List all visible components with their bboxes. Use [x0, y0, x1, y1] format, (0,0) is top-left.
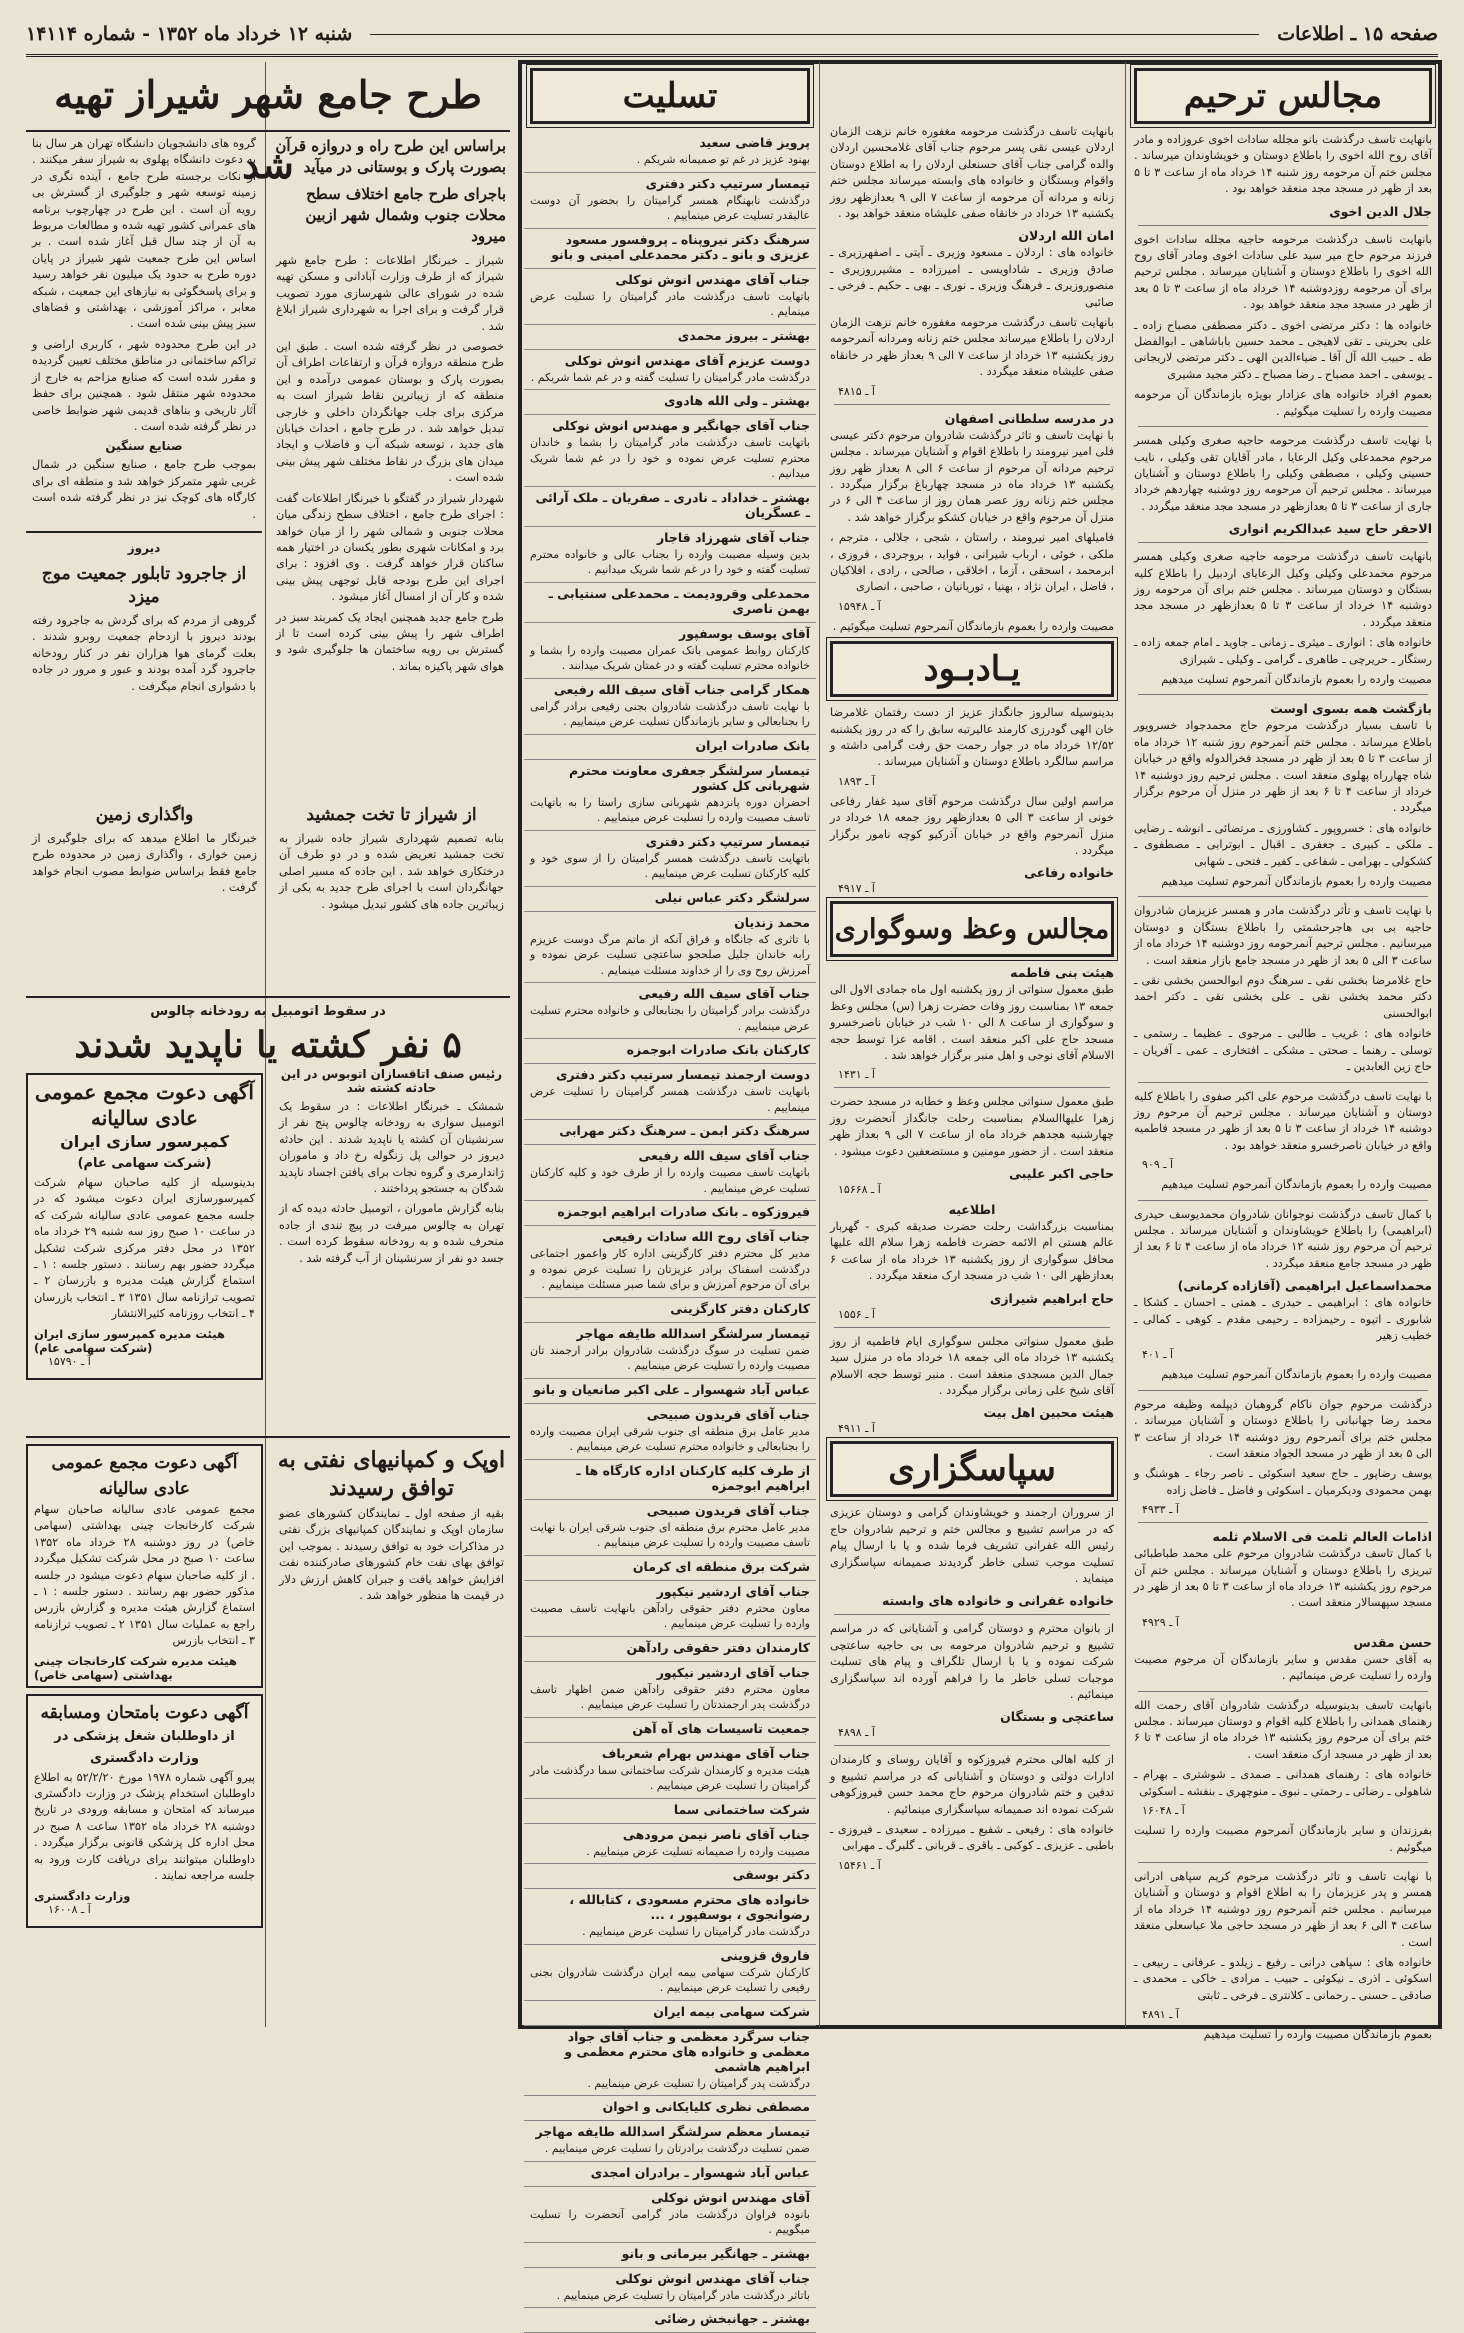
notice-signature: جلال الدین اخوی [1329, 203, 1432, 219]
notice-text: بعموم بازماندگان مصیبت وارده را تسلیت میدهیم [1203, 2028, 1432, 2042]
condolence-item [524, 390, 816, 415]
notice-text: مصیبت وارده را بعموم بازماندگان آنمرحوم تسلیت میدهیم [1161, 1178, 1432, 1192]
notice-families: خانواده های : رفیعی ـ شفیع ـ میرزاده ـ سعیدی ـ فیروزی ـ باطبی ـ عزیزی ـ کوکبی ـ باقری ـ قربانی ـ گلبرگ ـ مهرابی [830, 1823, 1114, 1853]
ad-code: آ ـ ۴۸۹۱ [1142, 2008, 1179, 2022]
condolence-name: تیمسار سرتیپ دکتر دفتری [645, 175, 810, 191]
condolence-item [524, 1120, 816, 1145]
condolence-item [524, 325, 816, 350]
ad-code: آ ـ ۴۹۲۹ [1142, 1615, 1179, 1629]
notice-text: با نهایت تاسف و تأثر درگذشت مادر و همسر عزیزمان شادروان حاجیه بی بی هاجرحشمتی را باطلاع بستگان و دوستان میرسانیم . مجلس ترحیم آنمرحومه روز دوشنبه ۱۴ خرداد ماه از ساعت ۳ الی ۵ بعد از ظهر در مسجد جامع بازار منعقد است . [1134, 904, 1432, 967]
notice-signature: خانواده غفرانی و خانواده های وابسته [881, 1593, 1114, 1609]
condolence-name: دوست عزیزم آقای مهندس انوش نوکلی [564, 352, 810, 368]
column-memorials-2 [824, 62, 1120, 2027]
notice-families: خانواده های : غریب ـ طالبی ـ مرجوی ـ عظیما ـ رستمی ـ توسلی ـ رهنما ـ صحتی ـ مشکی ـ افتخاری ـ عمی ـ آفریان ـ حاج زین العابدین ـ [1134, 1027, 1432, 1074]
notice-text: بانهایت تاسف درگذشت بانو مجلله سادات اخوی عروزاده و مادر آقای روح الله اخوی را باطلاع دوستان و خویشاوندان میرساند . مجلس ختم آن مرحومه روز شنبه ۱۴ خرداد ماه از ساعت ۳ تا ۵ بعد از ظهر در مسجد مجد منعقد خواهد بود . [1134, 133, 1432, 196]
condolence-name: شرکت سهامی بیمه ایران [653, 2003, 810, 2019]
notice-heading: در مدرسه سلطانی اصفهان [944, 410, 1114, 426]
condolence-item [524, 1145, 816, 1201]
condolence-item [524, 2308, 816, 2333]
news-text: طرح جامع جدید همچنین ایجاد یک کمربند سبز در اطراف شهر را پیش بینی کرده است تا از گسترش بی رویه ساختمان ها جلوگیری شود و هوای شهر پاکیزه بماند . [276, 610, 504, 673]
notice-families: حاج غلامرضا بخشی نقی ـ سرهنگ دوم ابوالحسن بخشی نقی ـ دکتر محمد بخشی نقی ـ علی بخشی نقی ـ دکتر احمد ابوالحسنی [1134, 974, 1432, 1020]
notice-families: خانواده های : اردلان ـ مسعود وزیری ـ آیتی ـ اصفهرزیری ـ صادق وزیری ـ شاداویسی ـ امیرزاده ـ مشیرروزیری ـ منصوروزیری ـ فرهنگ وزیری ـ نوری ـ بهی ـ حکیم ـ فرخی ـ صائبی [830, 246, 1114, 309]
news-headline-chalus: ۵ نفر کشته یا ناپدید شدند [74, 1024, 462, 1066]
condolence-name: خانواده های محترم مسعودی ، کتابالله ، رضوانجوی ، بوسفپور ، ... [569, 1892, 810, 1922]
news-headline-opec: اوپک و کمپانیهای نفتی به توافق رسیدند [277, 1447, 506, 1501]
condolence-text: ضمن تسلیت در سوگ درگذشت شادروان برادر ارجمند تان مصیبت وارده را تسلیت عرض مینماییم . [530, 1343, 810, 1372]
news-text: شمشک ـ خبرنگار اطلاعات : در سقوط یک اتومبیل سواری به رودخانه چالوس پنج نفر از سرنشینان آن کشته یا ناپدید شدند . این حادثه دیروز در حوالی پل زنگوله رخ داد و ماموران ژاندارمری و گروه نجات برای یافتن اجساد ناپدید شدگان به جستجو پرداختند . [279, 1100, 504, 1196]
notice-text: مصیبت وارده را بعموم بازماندگان آنمرحوم تسلیت میدهیم [1161, 1368, 1432, 1382]
condolence-text: با تاثری که جانگاه و فراق آنکه از ماتم مرگ دوست عزیزم رابه خاندان جلیل صلحجو ساعتچی تسلیت عرض نموده و آمرزش روح وی را از خداوند مسئلت مینمایم . [530, 932, 810, 977]
ad-box-compressor [26, 1073, 263, 1380]
ad-code: آ ـ ۴۹۱۷ [838, 882, 875, 896]
page-label: صفحه ۱۵ ـ اطلاعات [1277, 23, 1438, 45]
condolence-name: سرلشگر دکتر عباس نیلی [654, 889, 810, 905]
section-heading-tasliyat: تسلیت [530, 68, 810, 124]
notice-families: یوسف رضاپور ـ حاج سعید اسکوئی ـ ناصر رجاء ـ هوشنگ و بهمن محمودی ودیکرمیان ـ اسکوئی و فاضل ـ فاضل زاده [1134, 1467, 1432, 1497]
condolence-item [524, 1226, 816, 1298]
notice-divider [1138, 694, 1428, 695]
notice-heading: اطلاعیه [948, 1202, 996, 1218]
condolence-item [524, 1404, 816, 1460]
notice-text: بانهایت تاسف درگذشت مرحومه مغفوره خانم نزهت الزمان اردلان عیسی نقی پسر مرحوم جناب آقای غلامحسین اردلان والده گرامی جناب آقای حسنعلی اردلان را به اطلاع دوستان واقوام وبستگان و خانواده های وابسته میرساند مجلس ختم زنانه و مردانه آن مرحومه از ساعت ۷ الی ۹ بعدازظهر روز یکشنبه ۱۳ خرداد در خانقاه صفی علیشاه منعقد خواهد بود . [830, 125, 1114, 221]
condolence-name: تیمسار سرتیپ دکتر دفتری [645, 833, 810, 849]
news-headline: از جاجرود تابلور جمعیت موج میزد [41, 563, 247, 607]
notice-divider [1138, 225, 1428, 226]
condolence-list [524, 132, 816, 2333]
news-ad1 [26, 1067, 263, 1386]
condolence-item [524, 983, 816, 1039]
masthead [26, 14, 1438, 57]
headline-bullet: باجرای طرح جامع اختلاف سطح محلات جنوب وشمال شهر ازبین میرود [305, 185, 506, 245]
condolence-text: هیئت مدیره و کارمندان شرکت ساختمانی سما درگذشت مادر گرامیتان را تسلیت عرض مینماییم . [530, 1763, 810, 1792]
condolence-name: بهشتر ـ خداداد ـ نادری ـ صفریان ـ ملک آرائی ـ عسگریان [535, 489, 810, 520]
news-text: بموجب طرح جامع ، صنایع سنگین در شمال غربی شهر متمرکز خواهد شد و منطقه ای برای کارگاه های کوچک نیز در نظر گرفته شده است . [32, 458, 256, 521]
ad-code: آ ـ ۴۹۱۱ [838, 1422, 875, 1436]
condolence-item [524, 1824, 816, 1865]
condolence-item [524, 2096, 816, 2121]
condolence-text: مدیر عامل برق منطقه ای جنوب شرقی ایران مصیبت وارده را بجنابعالی و خانواده محترم تسلیت عرض مینماییم . [530, 1424, 810, 1453]
news-text: گروهی از مردم که برای گردش به جاجرود رفته بودند دیروز با ازدحام جمعیت روبرو شدند . بعلت گرمای هوا هزاران نفر در کنار رودخانه جاجرود گرد آمده بودند و عبور و مرور در جاده با دشواری انجام میگرفت . [32, 613, 256, 693]
notice-text: مصیبت وارده را بعموم بازماندگان آنمرحوم تسلیت میدهیم [1161, 672, 1432, 686]
condolence-item [524, 2187, 816, 2243]
condolence-name: تیمسار معظم سرلشگر اسدالله طایفه مهاجر [535, 2124, 810, 2139]
condolence-name: عباس آباد شهسوار ـ علی اکبر صانعیان و بانو [533, 1381, 810, 1397]
notice-divider [1138, 426, 1428, 427]
ad-code: آ ـ ۱۵۹۴۸ [838, 599, 881, 613]
condolence-item [524, 735, 816, 760]
main-headline: طرح جامع شهر شیراز تهیه شد [26, 60, 510, 132]
condolence-item [524, 1064, 816, 1120]
condolence-text: با نهایت تاسف درگذشت شادروان بجنی رفیعی برادر گرامی را بجنابعالی و سایر بازماندگان تسلیت عرض مینماییم . [530, 699, 810, 728]
condolence-item [524, 350, 816, 391]
news-text: خبرنگار ما اطلاع میدهد که برای جلوگیری از زمین خواری ، واگذاری زمین در محدوده طرح جامع فقط براساس ضوابط مصوب انجام خواهد گرفت . [32, 832, 257, 895]
notice-text: بانهایت تاسف بدینوسیله درگذشت شادروان آقای رحمت الله رهنمای همدانی را باطلاع کلیه اقوام و دوستان میرساند . مجلس ختم برای آن مرحوم روز یکشنبه ۱۳ خرداد ماه از ساعت ۴ تا ۶ بعد از ظهر در مسجد ارک منعقد است . [1134, 1698, 1432, 1761]
ad-box-exam [26, 1694, 263, 1928]
notice-text: طبق معمول سنواتی از روز یکشنبه اول ماه جمادی الاول الی جمعه ۱۳ بمناسبت روز وفات حضرت زهرا (س) مجلس وعظ و سوگواری از ساعت ۸ الی ۱۰ شب در خیابان ناصرخسرو مسجد حاج علی اکبر منعقد است . اقامه عزا توسط حجه الاسلام آقای نوحی و اهل منبر برگزار خواهد شد . [830, 983, 1114, 1063]
condolence-name: جناب آقای فریدون صبیحی [646, 1406, 810, 1422]
condolence-name: محمدعلی وقرودیمت ـ محمدعلی سنتیابی ـ بهمن ناصری [548, 585, 810, 616]
notice-families: خانواده های : ابراهیمی ـ حیدری ـ همتی ـ احسان ـ کشکا ـ شابوری ـ اتیوه ـ رحیمزاده ـ رحیمی مقدم ـ کوهی ـ کمالی ـ خطیب زهیر [1134, 1296, 1432, 1342]
ad-subtitle: از داوطلبان شغل پزشکی در وزارت دادگستری [54, 1728, 235, 1766]
notice-divider [1138, 1862, 1428, 1863]
condolence-name: جناب آقای مهندس انوش نوکلی [615, 271, 810, 287]
notice-text: بفرزندان و سایر بازماندگان آنمرحوم مصیبت وارده را تسلیت میگوئیم . [1134, 1824, 1432, 1854]
ad-subtitle: کمپرسور سازی ایران [60, 1132, 229, 1151]
notice-text: بانهایت تاسف درگذشت مرحومه حاجیه مجلله سادات اخوی فرزند مرحوم حاج میر سید علی سادات اخوی ومادر آقای روح الله اخوی را باطلاع دوستان و آشنایان میرساند . مجلس ترحیم برای آن مرحومه روزدوشنبه ۱۴ خرداد ماه از ساعت ۳ تا ۵ بعد از ظهر در مسجد مجد منعقد خواهد بود . [1134, 232, 1432, 312]
condolence-name: سرهنگ دکتر ابمن ـ سرهنگ دکتر مهرابی [559, 1123, 810, 1138]
condolence-name: جناب آقای جهانگیر و مهندس انوش نوکلی [552, 418, 810, 433]
condolence-text: درگذشت برادر گرامیتان را بجنابعالی و خانواده محترم تسلیت عرض مینماییم . [530, 1004, 810, 1033]
section-heading-majales-tarhim: مجالس ترحیم [1134, 68, 1432, 124]
issue-date: شنبه ۱۲ خرداد ماه ۱۳۵۲ - شماره ۱۴۱۱۴ [26, 23, 353, 45]
condolence-item [524, 2001, 816, 2026]
condolence-name: جناب آقای سیف الله رفیعی [638, 986, 810, 1001]
condolence-name: جناب آقای ناصر نیمن مرودهی [622, 1826, 810, 1842]
notice-families: خانواده های : انواری ـ میثری ـ زمانی ـ جاوید ـ امام جمعه زاده ـ رستگار ـ حریرچی ـ طاهری ـ گرامی ـ وکیلی ـ شیرازی [1134, 636, 1432, 666]
notice-text: درگذشت مرحوم جوان ناکام گروهبان دیپلمه وظیفه مرحوم محمد رضا جهانبانی را باطلاع دوستان و آشنایان میرساند . مجلس ختم برای آنمرحوم روز دوشنبه ۱۴ خرداد از ساعت ۳ الی ۵ بعد از ظهر در مسجد الجواد منعقد است . [1134, 1397, 1432, 1460]
condolence-text: باتهایت تاسف درگذشت مادر گرامیتان را تسلیت عرض مینمایم . [530, 289, 810, 318]
condolence-text: مدیر عامل محترم برق منطقه ای جنوب شرقی ایران با نهایت تاسف مصیبت وارده را تسلیت عرض مینماییم . [530, 1520, 810, 1549]
condolence-text: ضمن تسلیت درگذشت برادرتان را تسلیت عرض مینماییم . [544, 2142, 810, 2155]
condolence-text: باتاثر درگذشت مادر گرامیتان را تسلیت عرض مینماییم . [556, 2288, 810, 2302]
notice-signature: خانواده رفاعی [1024, 865, 1114, 881]
ad-title: آگهی دعوت مجمع عمومی عادی سالیانه [51, 1453, 238, 1499]
masthead-rule [370, 34, 1259, 35]
condolence-name: جناب آقای مهندس انوش نوکلی [615, 2270, 810, 2286]
condolence-name: محمد زندیان [734, 914, 810, 930]
notice-divider [1138, 542, 1428, 543]
condolence-text: بانوده فراوان درگذشت مادر گرامی آنحضرت را تسلیت میگوییم . [530, 2207, 810, 2236]
news-shiraz-road [273, 796, 510, 917]
notice-text: طبق معمول سنواتی مجلس وعظ و خطابه در مسجد حضرت زهرا علیهاالسلام بمناسبت رحلت جانگداز آنحضرت روز چهارشنبه هجدهم خرداد ماه از ساعت ۷ الی ۹ بعداز ظهر منعقد است . از حضور مومنین و مستضعفین دعوت میشود . [830, 1095, 1115, 1158]
condolence-item [524, 2243, 816, 2268]
notice-text: با کمال تاسف درگذشت نوجوانان شادروان محمدیوسف حیدری (ابراهیمی) را باطلاع خویشاوندان و آشنایان میرساند . مجلس ترحیم آن مرحوم روز شنبه ۱۲ خرداد ماه از ساعت ۴ تا ۶ بعد از ظهر در مسجد جامع منعقد میگردد . [1134, 1207, 1432, 1270]
notice-signature: ساعتچی و بستگان [1000, 1709, 1114, 1725]
condolence-name: بهشتر ـ جهانگیر بیرمانی و بانو [621, 2245, 810, 2261]
condolence-text: بدین وسیله مصیبت وارده را بجناب عالی و خانواده محترم تسلیت گفته و خود را در غم شما شریک میدانیم . [530, 547, 810, 576]
ad-code: آ ـ ۴۸۱۵ [838, 384, 875, 398]
news-text: بنابه تصمیم شهرداری شیراز جاده شیراز به تخت جمشید تعریض شده و در دو طرف آن درختکاری خواهد شد . این جاده که مسیر اصلی جهانگردان است با اجرای طرح جدید به یکی از زیباترین جاده های کشور تبدیل میشود . [279, 832, 504, 911]
condolence-name: فیروزکوه ـ بانک صادرات ابراهیم ابوجمزه [557, 1204, 810, 1219]
condolence-name: دکتر بوسفی [732, 1867, 810, 1882]
condolence-item [524, 831, 816, 887]
news-chalus-left [273, 1067, 510, 1386]
notice-text: با تاسف بسیار درگذشت مرحوم حاج محمدجواد خسروپور باطلاع میرساند . مجلس ختم آنمرحوم روز شنبه ۱۲ خرداد ماه از ساعت ۳ تا ۵ بعد از ظهر در مسجد فخرالدوله واقع در خیابان شاه چهارراه پهلوی منعقد است . مجلس ترحیم روز دوشنبه ۱۴ خرداد از ساعت ۴ تا ۶ بعد از ظهر در منزل آن مرحوم برگزار میگردد . [1134, 719, 1433, 815]
condolence-item [524, 679, 816, 735]
condolence-item [524, 887, 816, 912]
ad-code: آ ـ ۴۰۱ [1142, 1348, 1174, 1362]
notice-text: مصیبت وارده را بعموم بازماندگان آنمرحوم تسلیت میدهیم [1161, 875, 1432, 889]
notice-text: با کمال تاسف درگذشت شادروان مرحوم علی محمد طباطبائی تبریزی را باطلاع دوستان و آشنایان میرساند . مجلس ختم آن مرحوم روز یکشنبه ۱۳ خرداد ماه از ساعت ۳ تا ۵ بعد از ظهر در مسجد سپهسالار منعقد است . [1134, 1547, 1432, 1610]
condolence-name: بهشتر ـ جهانبخش رضائی [654, 2311, 810, 2326]
news-ads-bottom [26, 1438, 263, 1934]
condolence-item [524, 1039, 816, 1064]
condolence-item [524, 2026, 816, 2097]
condolence-name: بهشتر ـ ولی الله هادوی [664, 393, 810, 408]
condolence-item [524, 1889, 816, 1945]
notice-divider [1138, 896, 1428, 897]
notice-divider [834, 1327, 1110, 1328]
notice-heading: اذامات العالم ثلمت فی الاسلام ثلمه [1212, 1529, 1432, 1545]
notice-divider [834, 404, 1110, 405]
section-heading-sepasgozari: سپاسگزاری [830, 1441, 1114, 1497]
condolence-text: معاون محترم دفتر حقوقی رادآهن بانهایت تاسف مصیبت وارده را تسلیت عرض مینماییم . [530, 1601, 810, 1630]
condolence-text: درگذشت مادر گرامیتان را تسلیت عرض مینماییم . [582, 1925, 810, 1938]
condolence-item [524, 487, 816, 527]
ad-text: بدینوسیله از کلیه صاحبان سهام شرکت کمپرسورسازی ایران دعوت میشود که در جلسه مجمع عمومی عادی سالیانه شرکت که در ساعت ۱۰ صبح روز سه شنبه ۲۹ خرداد ماه ۱۳۵۲ در محل دفتر مرکزی شرکت تشکیل میگردد حضور بهم رسانند . دستور جلسه : ۱ ـ استماع گزارش هیئت مدیره و بازرسان ۲ ـ تصویب ترازنامه سال ۱۳۵۱ ۳ ـ انتخاب بازرسان ۴ ـ انتخاب روزنامه کثیرالانتشار [34, 1176, 255, 1321]
notice-text: با نهایت تاسف و تاثر درگذشت شادروان مرحوم دکتر عیسی فلی امیر نیرومند را باطلاع اقوام و آشنایان میرساند . مجلس ترحیم مردانه آن مرحوم از ساعت ۶ الی ۸ بعداز ظهر روز یکشنبه ۱۳ خرداد ماه در مسجد چهارباغ برگزار میگردد . مجلس ختم زنانه روز عصر همان روز از ساعت ۴ الی ۶ در منزل آن مرحوم واقع در خیابان کشکو برگزار خواهد شد . [830, 428, 1114, 524]
condolence-name: جناب آقای فریدون صبیحی [646, 1502, 810, 1518]
condolence-item [524, 132, 816, 173]
notice-heading: بازگشت همه بسوی اوست [1270, 701, 1432, 717]
news-block-shiraz [26, 796, 510, 996]
notice-text: بانهایت تاسف درگذشت مرحومه مغفوره خانم نزهت الزمان اردلان را باطلاع میرساند مجلس ختم زنانه ومردانه آنمرحومه روز یکشنبه ۱۳ خرداد از ساعت ۷ الی ۹ بعداز ظهر در خانقاه صفی علیشاه منعقد میگردد . [830, 316, 1115, 379]
news-block-bottom [26, 1436, 510, 2028]
notice-divider [1138, 1522, 1428, 1523]
notice-text: از سروران ارجمند و خویشاوندان گرامی و دوستان عزیزی که در مراسم تشییع و مجالس ختم و ترحیم شادروان حاج رئیس الله غفرانی تشریف فرما شده و یا با ارسال پیام تسلیت موجب تسلی خاطر گردیدند صمیمانه سپاسگزاری مینماید . [830, 1506, 1114, 1585]
notice-signature: هیئت محبین اهل بیت [983, 1405, 1114, 1421]
condolence-text: باتهایت تاسف درگذشت مادر گرامیتان را بشما و خاندان محترم تسلیت عرض نموده و خود را در غم شما شریک میدانیم . [530, 436, 810, 480]
condolence-name: سرهنگ دکتر نیروپناه ـ پروفسور مسعود عزیزی و بانو ـ دکتر محمدعلی امینی و بانو [551, 231, 810, 262]
news-headline: واگذاری زمین [95, 805, 194, 825]
notice-divider [1138, 1200, 1428, 1201]
notice-text: بانهایت تاسف درگذشت مرحومه حاجیه صغری وکیلی همسر مرحوم محمدعلی وکیلی وکیل الرعایای اردبیل را باطلاع کلیه بستگان و دوستان میرساند . مجلس ختم برای آن مرحومه روز دوشنبه ۱۴ خرداد از ساعت ۳ تا ۵ بعدازظهر در مسجد مجد منعقد میگردد . [1134, 550, 1432, 629]
notice-text: مصیبت وارده را بعموم بازماندگان آنمرحوم تسلیت میگوئیم . [832, 619, 1114, 633]
ad-code: آ ـ ۱۸۹۳ [838, 774, 875, 788]
news-opec [273, 1438, 510, 1934]
news-text: خصوصی در نظر گرفته شده است . طبق این طرح منطقه دروازه قرآن و ارتفاعات اطراف آن بصورت پارک و بوستان عمومی درآمده و این منطقه که از زیباترین نقاط شیراز است به مرکزی برای جلب جهانگردان داخلی و خارجی تبدیل خواهد شد . در طرح جامع ، احداث خیابان های جدید ، توسعه شبکه آب و فاضلاب و ایجاد میدان های بزرگ در نقاط مختلف شهر پیش بینی شده است . [276, 340, 504, 485]
ad-text: مجمع عمومی عادی سالیانه صاحبان سهام شرکت کارخانجات چینی بهداشتی (سهامی خاص) در روز دوشنبه ۲۸ خرداد ماه ۱۳۵۲ ساعت ۱۰ صبح در محل شرکت تشکیل میگردد . از کلیه صاحبان سهام دعوت میشود در جلسه مذکور حضور بهم رسانند . دستور جلسه : ۱ ـ استماع گزارش هیئت مدیره و گزارش بازرس راجع به عملیات سال ۱۳۵۱ ۲ ـ تصویب ترازنامه ۳ ـ انتخاب بازرس [34, 1503, 255, 1648]
condolence-name: کارمندان دفتر حقوقی رادآهن [626, 1639, 810, 1655]
ad-subtitle: (شرکت سهامی عام) [77, 1156, 212, 1171]
condolence-item [524, 173, 816, 229]
condolence-text: کارکنان روابط عمومی بانک عمران مصیبت وارده را بشما و خانواده محترم تسلیت گفته و در غمتان شریک میدانند . [530, 643, 810, 672]
notice-divider [834, 1614, 1110, 1615]
condolence-text: بانهایت تاسف درگذشت همسر گرامیتان را تسلیت عرض مینماییم . [530, 1085, 810, 1114]
column-condolences [524, 62, 816, 2326]
ad-box-china [26, 1444, 263, 1688]
notice-signature: الاحقر حاج سید عبدالکریم انواری [1228, 521, 1432, 537]
ad-code: آ ـ ۱۵۴۶۱ [838, 1858, 881, 1872]
condolence-name: عباس آباد شهسوار ـ برادران امجدی [590, 2164, 810, 2180]
condolence-name: آقای یوسف بوسفپور [679, 625, 810, 641]
condolence-name: جناب آقای اردشیر نیکپور [656, 1583, 810, 1599]
condolence-item [524, 269, 816, 325]
condolence-name: کارکنان بانک صادرات ابوجمزه [626, 1042, 810, 1057]
notice-text: بعموم افراد خانواده های عزادار بویژه بازماندگان آن مرحومه مصیبت وارده را تسلیت میگوئیم . [1134, 388, 1432, 418]
condolence-name: فاروق قزوینی [720, 1947, 810, 1963]
notice-text: از بانوان محترم و دوستان گرامی و آشنایانی که در مراسم تشییع و ترحیم شادروان مرحومه بی بی حاجیه ساعتچی شرکت نموده و یا با ارسال تلگراف و پیام های تسلیت موجبات تسلی خاطر ما را فراهم آورده اند سپاسگزاری مینمائیم . [830, 1622, 1114, 1701]
condolence-text: مدیر کل محترم دفتر کارگزینی اداره کار واعمور اجتماعی درگذشت اسفناک برادر عزیزتان را تسلیت عرض نموده و برای آن مرحوم آمرزش و برای شما صبر مسئلت مینماییم . [530, 1247, 810, 1291]
condolence-name: همکار گرامی جناب آقای سیف الله رفیعی [553, 681, 810, 697]
news-headline: از شیراز تا تخت جمشید [306, 805, 477, 825]
condolence-name: کارکنان دفتر کارگزینی [670, 1300, 810, 1316]
condolence-text: معاون محترم دفتر حقوقی رادآهن ضمن اظهار تاسف درگذشت پدر ارجمندتان را تسلیت عرض مینماییم . [530, 1682, 810, 1711]
condolence-name: دوست ارجمند تیمسار سرتیپ دکتر دفتری [555, 1067, 810, 1082]
column-divider [1125, 62, 1126, 2027]
notice-divider [1138, 1082, 1428, 1083]
condolence-item [524, 1581, 816, 1637]
notice-text: با نهایت تاسف و تاثر درگذشت مرحوم کریم سپاهی ادرانی همسر و پدر عزیزمان را به اطلاع اقوام و دوستان و آشنایان میرسانیم . مجلس ختم آنمرحوم روز دوشنبه ۱۴ خرداد ماه از ساعت ۴ الی ۶ بعد از ظهر در مسجد حاجی ملا عباسعلی منعقد است . [1134, 1869, 1432, 1949]
condolence-name: شرکت برق منطقه ای کرمان [632, 1558, 810, 1574]
condolence-item [524, 583, 816, 623]
condolence-item [524, 623, 816, 679]
condolence-item [524, 415, 816, 487]
condolence-name: بانک صادرات ایران [695, 737, 810, 753]
notice-divider [834, 1087, 1110, 1088]
condolence-text: درگذشت مادر گرامیتان را تسلیت گفته و در غم شما شریکم . [530, 370, 810, 384]
news-subheading: صنایع سنگین [105, 439, 183, 454]
ad-code: آ ـ ۱۵۵۶ [838, 1307, 875, 1321]
condolence-name: آقای مهندس انوش نوکلی [651, 2189, 810, 2205]
ad-title: آگهی دعوت بامتحان ومسابقه [40, 1702, 249, 1723]
condolence-name: از طرف کلیه کارکنان اداره کارگاه ها ـ ابراهیم ابوجمزه [576, 1462, 810, 1493]
notice-text: به آقای حسن مقدس و سایر بازماندگان آن مرحوم مصیبت وارده را تسلیت عرض مینمائیم . [1134, 1652, 1432, 1683]
ad-code: آ ـ ۱۵۶۶۸ [838, 1183, 881, 1197]
notice-divider [1138, 1691, 1428, 1692]
ad-signature: هیئت مدیره شرکت کارخانجات چینی بهداشتی (سهامی خاص) [34, 1653, 237, 1682]
condolence-item [524, 2268, 816, 2309]
condolence-name: شرکت ساختمانی سما [673, 1801, 810, 1817]
condolence-item [524, 1379, 816, 1404]
news-subheading: رئیس صنف اتاقسازان اتوبوس در این حادثه کشته شد [280, 1067, 503, 1095]
condolence-item [524, 760, 816, 831]
notice-signature: امان الله اردلان [1018, 228, 1114, 244]
condolence-name: مصطفی نظری کلیایکانی و اخوان [602, 2099, 810, 2114]
condolence-text: بهنود عزیز در غم تو صمیمانه شریکم . [636, 153, 810, 166]
condolence-item [524, 1799, 816, 1824]
notice-families: خانواده های : رهنمای همدانی ـ صمدی ـ شوشتری ـ بهرام ـ شاهولی ـ رضائی ـ رحمتی ـ نبوی ـ منوچهری ـ بنفشه ـ اسکوئی [1134, 1768, 1432, 1798]
condolence-item [524, 1556, 816, 1581]
condolence-text: باتهایت تاسف درگذشت همسر گرامیتان را از سوی خود و کلیه کارکنان تسلیت عرض مینماییم . [530, 851, 810, 880]
notice-signature: حاجی اکبر علیبی [1009, 1166, 1114, 1182]
news-kicker: در سقوط اتومبیل به رودخانه چالوس [150, 1004, 386, 1019]
notice-divider [1138, 1390, 1428, 1391]
condolence-name: جناب آقای روح الله سادات رفیعی [602, 1229, 810, 1244]
condolence-item [524, 2162, 816, 2187]
notice-signature: حاج ابراهیم شیرازی [989, 1290, 1114, 1306]
condolence-name: تیمسار سرلشگر اسدالله طایفه مهاجر [576, 1325, 810, 1341]
condolence-name: جمعیت تاسیسات های آه آهن [632, 1720, 810, 1736]
condolence-text: باتهایت تاسف مصیبت وارده را از طرف خود و کلیه کارکنان تسلیت عرض مینماییم . [530, 1166, 810, 1195]
condolence-item [524, 1718, 816, 1743]
notice-text: بدینوسیله سالروز جانگداز عزیز از دست رفتمان غلامرضا خان الهی گودرزی کارمند عالیرتبه سابق را که در روز یکشنبه ۱۲/۵۲ خرداد ماه در جوار رحمت حق رفت گرامی داشته و مراسم سالگرد باطلاع دوستان و آشنایان میرساند . [830, 706, 1114, 769]
condolence-item [524, 527, 816, 583]
notice-signature: حسن مقدس [1353, 1634, 1432, 1650]
notice-families: فامیلهای امیر نیرومند ، راستان ، شجی ، جلالی ، مترجم ، ملکی ، خوئی ، ارباب شیرانی ، فواید ، بروجردی ، فروزی ، ابرمحمد ، اسحقی ، آزما ، اخلاقی ، صالحی ، رادی ، افلاکیان ، فاضل ، ایران نژاد ، بهنیا ، توریانیان ، صاحبی ، انصاری [830, 531, 1114, 594]
news-text: شهردار شیراز در گفتگو با خبرنگار اطلاعات گفت : اجرای طرح جامع ، اختلاف سطح زندگی میان محلات جنوبی و شمالی شهر را از میان خواهد برد و امکانات شهری بطور یکسان در اختیار همه ساکنان قرار خواهد گرفت . وی افزود : برای اجرای این طرح بودجه قابل توجهی پیش بینی شده و کار آن از امسال آغاز میشود . [276, 491, 504, 604]
notice-families: خانواده های : سپاهی درانی ـ رفیع ـ زیلدو ـ عرفانی ـ ربیعی ـ اسکوئی ـ اذری ـ نیکوئی ـ حبیب ـ مرادی ـ خاکی ـ محمدی ـ صادقی ـ حسنی ـ رحمانی ـ کلانتری ـ فرخی ـ ثابتی [1134, 1955, 1432, 2002]
condolence-name: بهشتر ـ بیروز محمدی [677, 327, 810, 343]
notice-text: از کلیه اهالی محترم فیروزکوه و آقایان روسای و کارمندان ادارات دولتی و دوستان و آشنایانی که در مراسم تشییع و تدفین و ختم شادروان مرحوم حاج محمد حسن فیروزکوهی شرکت نموده اند صمیمانه سپاسگزاری مینمائیم . [830, 1753, 1114, 1816]
condolence-text: درگذشت نابهنگام همسر گرامیتان را بحضور آن دوست عالیقدر تسلیت عرض مینماییم . [530, 193, 810, 222]
condolence-item [524, 1945, 816, 2001]
ad-code: آ ـ ۱۵۷۹۰ [48, 1354, 91, 1368]
condolence-item [524, 1201, 816, 1226]
ad-code: آ ـ ۴۹۳۳ [1142, 1503, 1179, 1517]
ad-text: پیرو آگهی شماره ۱۹۷۸ مورخ ۵۲/۲/۲۰ به اطلاع داوطلبان استخدام پزشک در وزارت دادگستری میرساند که امتحان و مسابقه ورودی در تاریخ دوشنبه ۲۸ خرداد ماه ۱۳۵۲ ساعت ۸ صبح در محل اداره کل پزشکی قانونی برگزار میگردد . داوطلبان میتوانند برای دریافت کارت ورود به جلسه مراجعه نمایند . [34, 1770, 255, 1883]
ad-code: آ ـ ۱۴۳۱ [838, 1068, 875, 1082]
condolence-item [524, 1743, 816, 1799]
news-column-2 [26, 136, 262, 796]
notice-text: طبق معمول سنواتی مجلس سوگواری ایام فاطمیه از روز یکشنبه ۱۳ خرداد ماه الی جمعه ۱۸ خرداد ماه در منزل سید جمال الدین مسجدی منعقد است . منبر توسط حجه الاسلام آقای شیخ علی زمانی برگزار میگردد . [830, 1334, 1114, 1397]
notice-families: خانواده ها : دکتر مرتضی اخوی ـ دکتر مصطفی مصباح زاده ـ علی بحرینی ـ تقی لاهیجی ـ محمد حسین باباشاهی ـ ابوالفضل طه ـ حبیب الله آل آقا ـ ضیاءالدین الهی ـ دکتر مرتضی لاریجانی ـ یوسفی ـ احمد مصباح ـ رضا مصباح ـ دکتر مجید مشیری [1134, 318, 1432, 381]
condolence-name: جناب آقای شهرزاد قاجار [656, 529, 810, 545]
ad-code: آ ـ ۱۶۰۰۸ [48, 1902, 91, 1916]
headline-bullet: براساس این طرح راه و دروازه قرآن بصورت پارک و بوستانی در میآید [275, 137, 506, 176]
notice-text: با نهایت تاسف درگذشت مرحومه حاجیه صغری وکیلی همسر مرحوم محمدعلی وکیل الرعایا ، مادر آقایان تقی وکیلی ، نایب حسینی وکیلی ، مصطفی وکیلی را باطلاع دوستان و آشنایان میرساند . مجلس ترحیم آن مرحومه روز دوشنبه چهاردهم خرداد جاری از ساعت ۳ تا ۵ بعدازظهر در مسجد مجد منعقد میگردد . [1134, 434, 1432, 513]
condolence-item [524, 2121, 816, 2162]
ad-code: آ ـ ۱۶۰۴۸ [1142, 1804, 1185, 1818]
condolence-name: جناب سرگرد معظمی و جناب آقای جواد معظمی و خانواده های محترم معظمی و ابراهیم هاشمی [564, 2028, 810, 2074]
news-divider [26, 531, 262, 533]
condolence-text: کارکنان شرکت سهامی بیمه ایران درگذشت شادروان بجنی رفیعی را تسلیت عرض مینماییم . [530, 1965, 810, 1994]
condolence-item [524, 229, 816, 269]
notice-text: با نهایت تاسف درگذشت مرحوم علی اکبر صفوی را باطلاع کلیه دوستان و آشنایان میرساند . مجلس ترحیم آن مرحوم روز دوشنبه ۱۴ خرداد از ساعت ۳ تا ۵ بعد از ظهر در مسجد فاطمیه واقع در خیابان ناصرخسرو منعقد خواهد بود . [1134, 1089, 1432, 1152]
ad-code: آ ـ ۹۰۹ [1142, 1158, 1174, 1172]
condolence-name: پرویز قاضی سعید [699, 135, 810, 150]
condolence-item [524, 1864, 816, 1889]
news-text: بقیه از صفحه اول ـ نمایندگان کشورهای عضو سازمان اوپک و نمایندگان کمپانیهای بزرگ نفتی در مذاکرات خود به توافق رسیدند . بموجب این توافق بهای نفت خام کشورهای صادرکننده نفت افزایش خواهد یافت و جبران کاهش ارزش دلار در قیمت ها منظور خواهد شد . [279, 1507, 504, 1603]
condolence-item [524, 1460, 816, 1500]
news-block-chalus [26, 996, 510, 1438]
section-heading-yadbud: یـادبـود [830, 641, 1114, 697]
notice-text: مراسم اولین سال درگذشت مرحوم آقای سید غفار رفاعی خونی از ساعت ۳ الی ۵ بعدازظهر روز جمعه ۱۸ خرداد در منزل آنمرحوم واقع در خیابان آذرکیو کوچه نامور برگزار میگردد . [830, 794, 1114, 857]
news-text: گروه های دانشجویان دانشگاه تهران هر سال بنا به دعوت دانشگاه پهلوی به شیراز سفر میکنند . از نکات برجسته طرح جامع ، آینده نگری در زمینه توسعه شهر و جلوگیری از گسترش بی رویه آن است . این طرح در چهارچوب برنامه های عمرانی کشور تهیه شده و مطالعات مربوط به آن از چند سال قبل آغاز شده است . بر اساس این طرح جمعیت شهر شیراز در پایان دوره طرح به حدود یک میلیون نفر خواهد رسید و برای پاسخگوئی به نیازهای این جمعیت ، شبکه معابر ، مراکز آموزشی ، بهداشتی و فضاهای سبز پیش بینی شده است . [32, 137, 256, 331]
column-memorials [1128, 62, 1438, 2042]
condolence-name: تیمسار سرلشگر جعفری معاونت محترم شهربانی کل کشور [569, 762, 810, 793]
notice-heading: هیئت بنی فاطمه [1010, 965, 1114, 981]
notice-families: خانواده های : خسروپور ـ کشاورزی ـ مرتضائی ـ انوشه ـ رضایی ـ ملکی ـ کبیری ـ جعفری ـ اقبال ـ ابوترابی ـ مصطفوی ـ کشکولی ـ بهرامی ـ شفاعی ـ کفیر ـ فتحی ـ شهابی [1134, 821, 1432, 868]
news-text: در این طرح محدوده شهر ، کاربری اراضی و تراکم ساختمانی در مناطق مختلف تعیین گردیده و مقرر شده است که صنایع مزاحم به خارج از محدوده شهر منتقل شود . همچنین برای حفظ آثار تاریخی و بناهای قدیمی شهر ضوابط خاصی در نظر گرفته شده است . [32, 337, 256, 433]
condolence-text: درگذشت پدر گرامیتان را تسلیت عرض مینماییم . [587, 2076, 810, 2090]
condolence-text: مصیبت وارده را صمیمانه تسلیت عرض مینماییم . [586, 1844, 810, 1858]
condolence-name: جناب آقای اردشیر نیکپور [656, 1664, 810, 1680]
news-land [26, 796, 263, 917]
condolence-name: جناب آقای سیف الله رفیعی [638, 1148, 810, 1163]
section-heading-vaz: مجالس وعظ وسوگواری [830, 901, 1114, 957]
condolence-item [524, 1500, 816, 1556]
condolence-item [524, 1662, 816, 1718]
condolence-item [524, 912, 816, 984]
condolence-item [524, 1637, 816, 1662]
condolence-text: احضران دوره پانزدهم شهربانی سازی راستا را به باتهایت تاسف مصیبت وارده را تسلیت عرض مینماییم . [530, 795, 810, 824]
condolence-name: جناب آقای مهندس بهرام شعرباف [601, 1745, 810, 1761]
condolence-item [524, 1323, 816, 1379]
ad-code: آ ـ ۴۸۹۸ [838, 1726, 875, 1740]
ad-signature: وزارت دادگستری [34, 1888, 131, 1903]
spacer [824, 62, 1120, 124]
notice-signature: محمداسماعیل ابراهیمی (آقازاده کرمانی) [1177, 1278, 1432, 1294]
news-kicker: دیروز [127, 540, 161, 555]
ad-signature: هیئت مدیره کمپرسور سازی ایران (شرکت سهامی عام) [34, 1326, 225, 1355]
news-text: بنابه گزارش ماموران ، اتومبیل حادثه دیده که از تهران به چالوس میرفت در پیچ تندی از جاده منحرف شده و به رودخانه سقوط کرده است . جسد دو نفر از سرنشینان از آب گرفته شد . [279, 1202, 504, 1265]
column-divider [819, 62, 820, 2027]
ad-title: آگهی دعوت مجمع عمومی عادی سالیانه [35, 1080, 254, 1130]
notice-divider [834, 1745, 1110, 1746]
news-lead: شیراز ـ خبرنگار اطلاعات : طرح جامع شهر شیراز که از طرف وزارت آبادانی و مسکن تهیه شده در شورای عالی شهرسازی مورد تصویب قرار گرفت و برای اجرا به شهرداری شیراز ابلاغ شد . [276, 254, 504, 333]
notice-text: بمناسبت بزرگداشت رحلت حضرت صدیقه کبری - گهربار عالم هستی ام الائمه حضرت فاطمه زهرا سلام الله علیها محافل سوگواری از روز یکشنبه ۱۳ خرداد ماه از ساعت ۶ بعدازظهر الی ۱۰ شب در مسجد ارک منعقد میگردد . [830, 1220, 1114, 1283]
condolence-item [524, 1298, 816, 1323]
